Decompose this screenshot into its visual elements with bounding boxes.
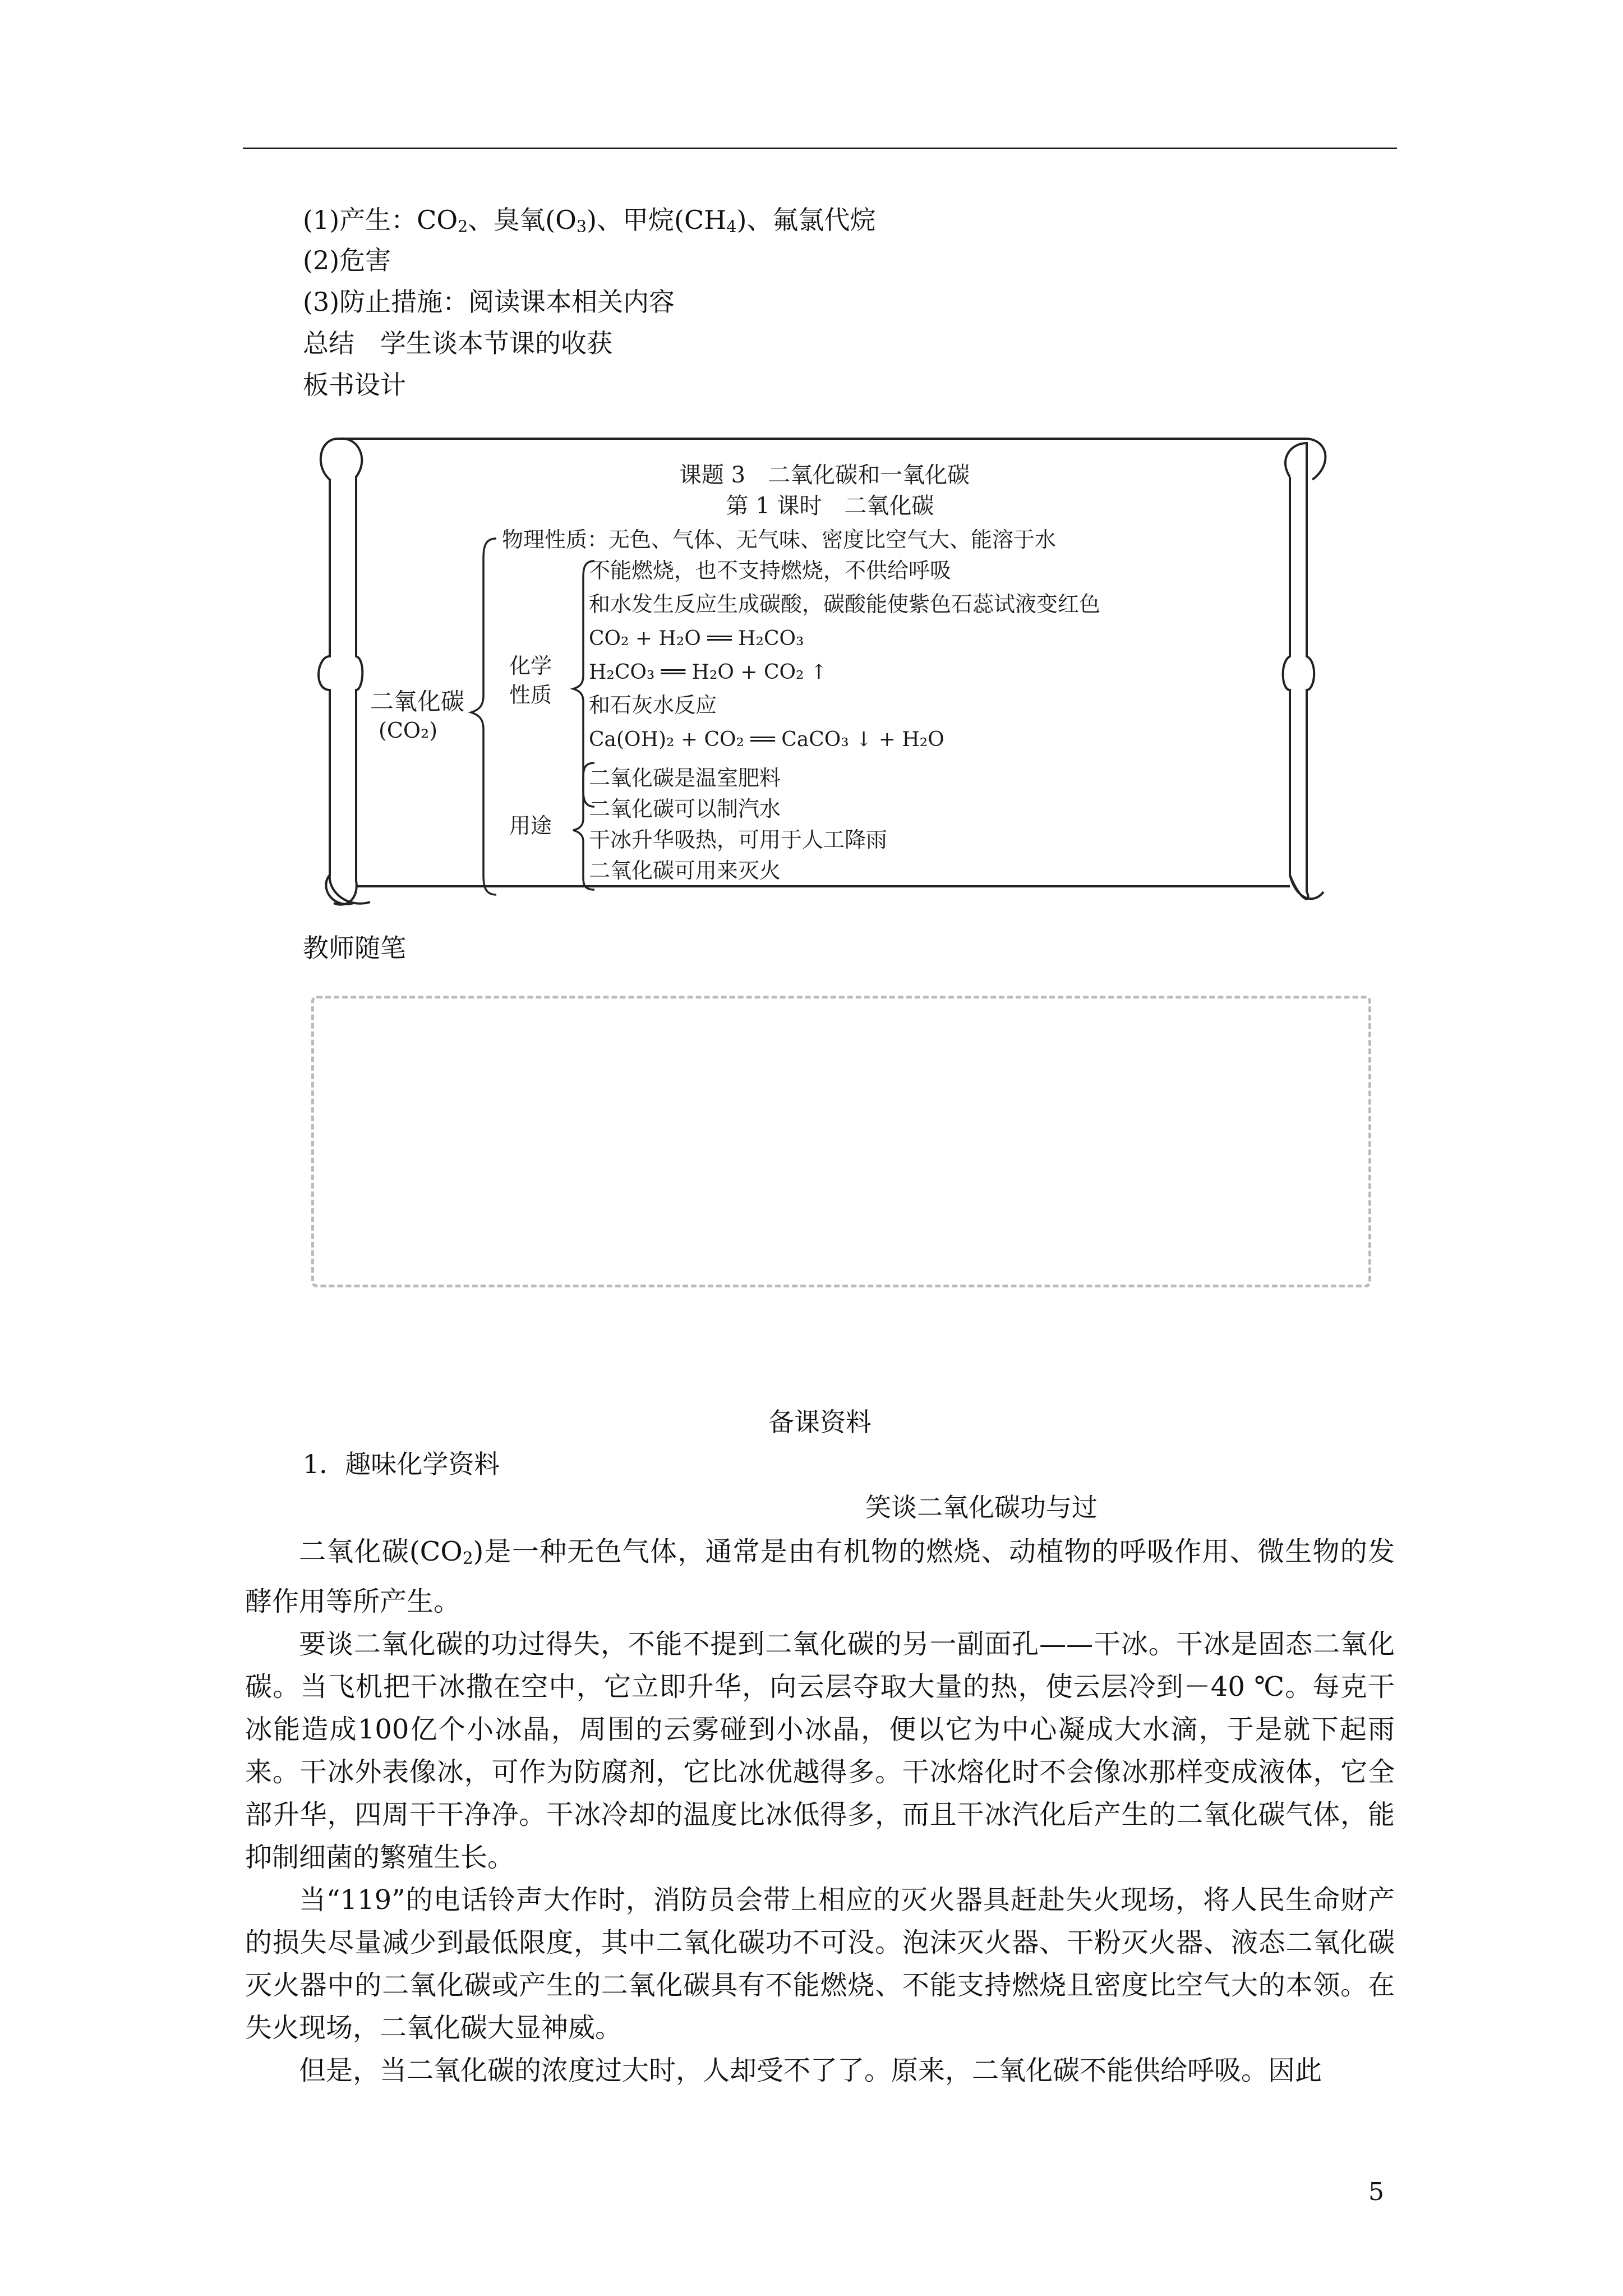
section-title: 备课资料 xyxy=(768,1407,872,1437)
line-board-design: 板书设计 xyxy=(303,370,406,400)
line-ozone-sources: (1)产生：$CO_2$、臭氧$(O_3)$、甲烷$(CH_4)$、氟氯代烷 xyxy=(303,205,876,236)
article-body xyxy=(245,1530,1395,2092)
use-label: 用途 xyxy=(509,813,552,838)
item-heading: 1．趣味化学资料 xyxy=(303,1449,500,1479)
teacher-notes-label: 教师随笔 xyxy=(303,933,406,963)
chem-label-2: 性质 xyxy=(509,683,552,707)
use-item: 二氧化碳是温室肥料 xyxy=(589,766,781,790)
chem-item: CO₂ + H₂O ══ H₂CO₃ xyxy=(589,627,804,650)
use-item: 干冰升华吸热，可用于人工降雨 xyxy=(589,827,888,852)
paragraph-1: 二氧化碳$(CO_2)$是一种无色气体，通常是由有机物的燃烧、动植物的呼吸作用、微生物的发酵作用等所产生。 xyxy=(245,1536,1395,1617)
board-physical-property: 物理性质：无色、气体、无气味、密度比空气大、能溶于水 xyxy=(502,527,1057,552)
board-subtitle: 第 1 课时 二氧化碳 xyxy=(726,493,934,519)
board-root-label: 二氧化碳 xyxy=(370,688,465,715)
paragraph-2: 要谈二氧化碳的功过得失，不能不提到二氧化碳的另一副面孔——干冰。干冰是固态二氧化碳。当飞机把干冰撒在空中，它立即升华，向云层夺取大量的热，使云层冷到－40 ℃。每克干冰能造成100亿个小冰晶，周围的云雾碰到小冰晶，便以它为中心凝成大水滴，于是就下起雨来。干冰外表像冰，可作为防腐剂，它比冰优越得多。干冰熔化时不会像冰那样变成液体，它全部升华，四周干干净净。干冰冷却的温度比冰低得多，而且干冰汽化后产生的二氧化碳气体，能抑制细菌的繁殖生长。 xyxy=(245,1628,1395,1873)
header-rule xyxy=(243,148,1397,149)
chem-item: 不能燃烧，也不支持燃烧，不供给呼吸 xyxy=(589,558,952,583)
line-summary: 总结 学生谈本节课的收获 xyxy=(303,328,612,358)
chem-item: Ca(OH)₂ + CO₂ ══ CaCO₃ ↓ + H₂O xyxy=(589,728,944,751)
line-harm: (2)危害 xyxy=(303,245,391,275)
use-item: 二氧化碳可用来灭火 xyxy=(589,858,781,883)
board-root-formula: (CO₂) xyxy=(379,718,438,743)
board-scroll-diagram xyxy=(303,426,1335,920)
teacher-notes-box[interactable] xyxy=(311,996,1371,1287)
page-number: 5 xyxy=(1368,2178,1384,2206)
use-item: 二氧化碳可以制汽水 xyxy=(589,797,781,821)
board-title: 课题 3 二氧化碳和一氧化碳 xyxy=(679,462,970,488)
chem-item: 和石灰水反应 xyxy=(589,693,717,717)
main-brace xyxy=(471,539,496,895)
paragraph-3: 当“119”的电话铃声大作时，消防员会带上相应的灭火器具赶赴失火现场，将人民生命财产的损失尽量减少到最低限度，其中二氧化碳功不可没。泡沫灭火器、干粉灭火器、液态二氧化碳灭火器中的二氧化碳或产生的二氧化碳具有不能燃烧、不能支持燃烧且密度比空气大的本领。在失火现场，二氧化碳大显神威。 xyxy=(245,1884,1395,2044)
chem-item: H₂CO₃ ══ H₂O + CO₂ ↑ xyxy=(589,661,828,684)
paragraph-4: 但是，当二氧化碳的浓度过大时，人却受不了了。原来，二氧化碳不能供给呼吸。因此 xyxy=(299,2054,1322,2086)
chem-label-1: 化学 xyxy=(509,654,552,678)
line-prevention: (3)防止措施：阅读课本相关内容 xyxy=(303,287,675,317)
chem-item: 和水发生反应生成碳酸，碳酸能使紫色石蕊试液变红色 xyxy=(589,592,1101,616)
article-title: 笑谈二氧化碳功与过 xyxy=(865,1492,1098,1522)
